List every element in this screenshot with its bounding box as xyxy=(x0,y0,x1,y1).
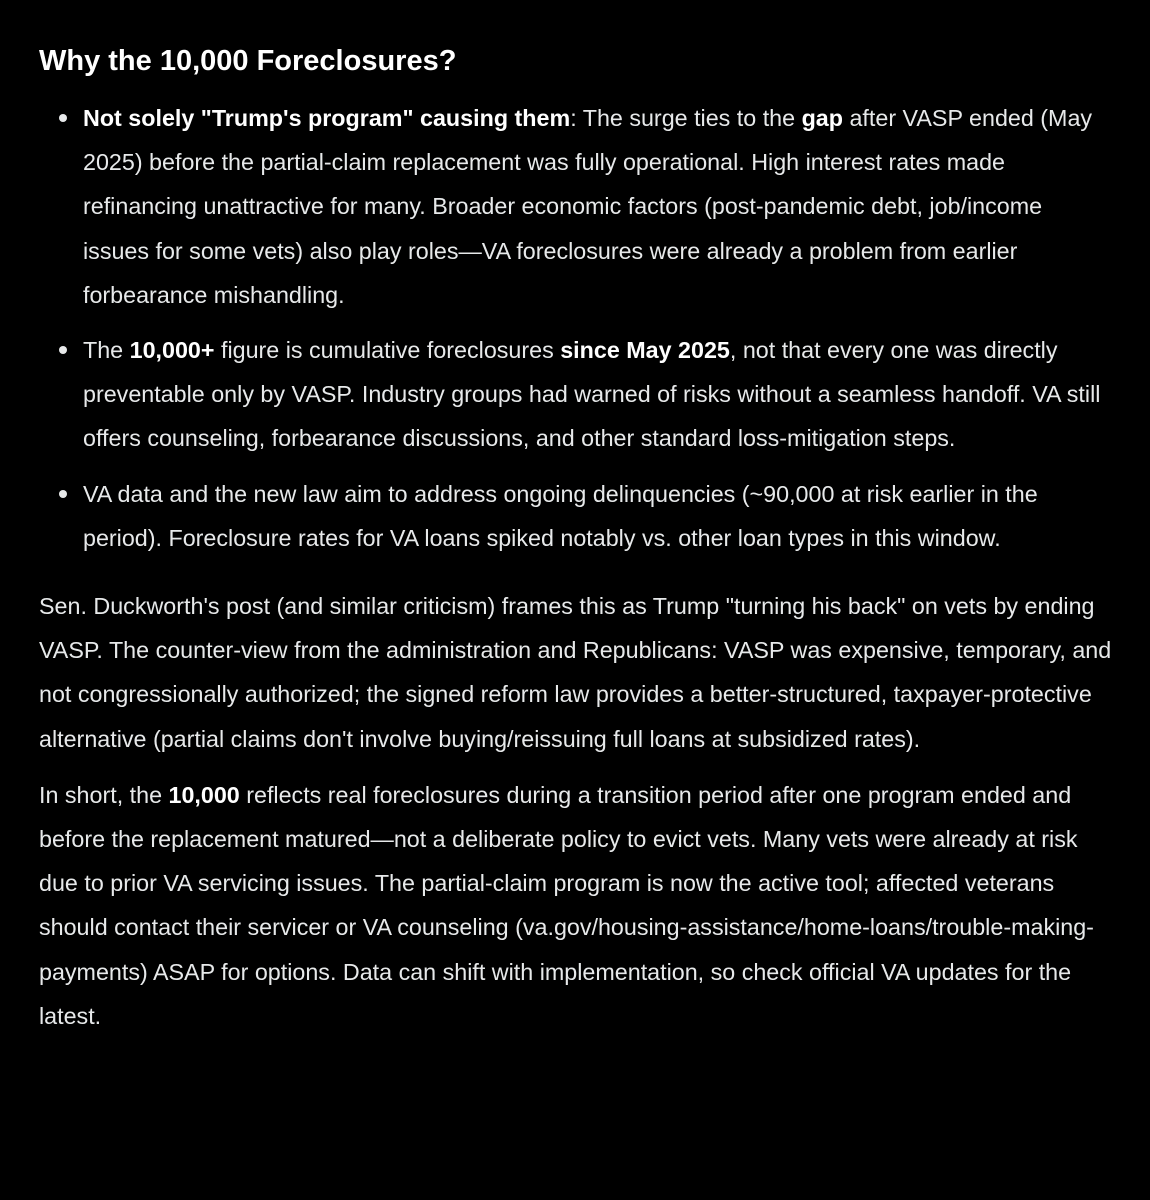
bold-text: Not solely "Trump's program" causing them xyxy=(83,105,571,131)
body-text: : The surge ties to the xyxy=(570,105,802,131)
bold-text: gap xyxy=(801,105,843,131)
paragraph xyxy=(39,773,1112,1038)
body-text: , not that every one was directly preventable only by VASP. Industry groups had warned of risks without a seamless handoff. VA still offers counseling, forbearance discussions, and other standard loss-mitigation steps. xyxy=(83,337,1101,452)
bullet-dot-icon xyxy=(59,346,67,354)
body-text: VA data and the new law aim to address ongoing delinquencies (~90,000 at risk earlier in the period). Foreclosure rates for VA loans spiked notably vs. other loan types in this window. xyxy=(83,480,1038,551)
bold-text: 10,000+ xyxy=(129,337,215,364)
section-heading: Why the 10,000 Foreclosures? xyxy=(39,45,457,77)
bullet-dot-icon xyxy=(59,490,67,498)
list-item xyxy=(39,472,1112,560)
paragraph: Sen. Duckworth's post (and similar criticism) frames this as Trump "turning his back" on vets by ending VASP. The counter-view from the administration and Republicans: VASP was expensive, temporary, and not congressionally authorized; the signed reform law provides a better-structured, taxpayer-protective alternative (partial claims don't involve buying/reissuing full loans at subsidized rates). xyxy=(39,593,1112,752)
body-text: figure is cumulative foreclosures xyxy=(214,337,561,364)
bullet-dot-icon xyxy=(59,114,67,122)
body-text: In short, the xyxy=(39,781,169,808)
bold-text: 10,000 xyxy=(168,781,240,808)
bullet-list xyxy=(39,96,1112,560)
body-text: reflects real foreclosures during a transition period after one program ended and before the replacement matured—not a deliberate policy to evict vets. Many vets were already at risk due to prior VA servicing issues. The partial-claim program is now the active tool; affected veterans should contact their servicer or VA counseling (va.gov/housing-assistance/home-loans/trouble-making-payments) ASAP for options. Data can shift with implementation, so check official VA updates for the latest. xyxy=(39,781,1094,1029)
body-text: after VASP ended (May 2025) before the partial-claim replacement was fully operational. High interest rates made refinancing unattractive for many. Broader economic factors (post-pandemic debt, job/income issues for some vets) also play roles—VA foreclosures were already a problem from earlier forbearance mishandling. xyxy=(83,105,1093,308)
bold-text: since May 2025 xyxy=(560,337,730,364)
list-item xyxy=(39,96,1112,317)
list-item xyxy=(39,328,1112,461)
body-text: The xyxy=(83,337,130,364)
